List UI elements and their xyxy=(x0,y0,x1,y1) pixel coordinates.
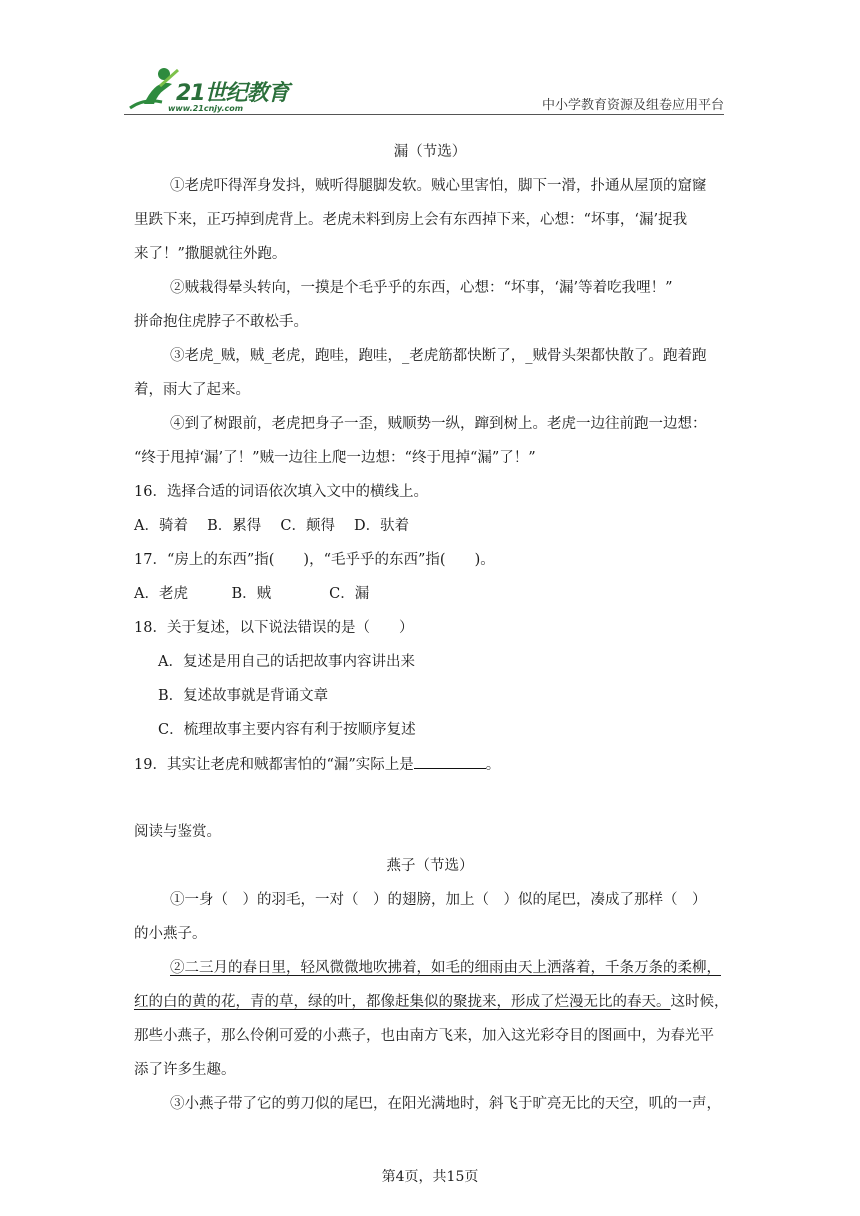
paragraph-line: ③老虎_贼，贼_老虎，跑哇，跑哇，_老虎筋都快断了，_贼骨头架都快散了。跑着跑 xyxy=(170,348,707,364)
question-18-option-c: C．梳理故事主要内容有利于按顺序复述 xyxy=(158,722,416,738)
underlined-line: ②二三月的春日里，轻风微微地吹拂着，如毛的细雨由天上洒落着，千条万条的柔柳， xyxy=(170,960,721,976)
paragraph-line: ④到了树跟前，老虎把身子一歪，贼顺势一纵，蹿到树上。老虎一边往前跑一边想： xyxy=(170,416,707,432)
paragraph-line: 的小燕子。 xyxy=(134,926,207,942)
paragraph-line: 添了许多生趣。 xyxy=(134,1062,236,1078)
question-18: 18．关于复述，以下说法错误的是（ ） xyxy=(134,620,414,636)
question-18-option-a: A．复述是用自己的话把故事内容讲出来 xyxy=(158,654,415,670)
page-footer: 第4页，共15页 xyxy=(381,1169,479,1185)
passage-title: 燕子（节选） xyxy=(386,858,474,874)
header-tagline: 中小学教育资源及组卷应用平台 xyxy=(541,98,724,113)
header-rule xyxy=(124,114,724,115)
question-16: 16．选择合适的词语依次填入文中的横线上。 xyxy=(134,484,428,500)
passage-title: 漏（节选） xyxy=(393,144,467,160)
paragraph-line: 那些小燕子，那么伶俐可爱的小燕子，也由南方飞来，加入这光彩夺目的图画中，为春光平 xyxy=(134,1028,714,1044)
logo-url: www.21cnjy.com xyxy=(168,104,244,113)
logo-text: 21世纪教育 xyxy=(176,81,289,106)
plain-text: 这时候， xyxy=(670,994,729,1010)
question-18-option-b: B．复述故事就是背诵文章 xyxy=(158,688,329,704)
answer-blank[interactable] xyxy=(414,754,486,769)
section-heading: 阅读与鉴赏。 xyxy=(134,824,221,840)
paragraph-line xyxy=(134,992,729,1012)
paragraph-line: “终于甩掉‘漏’了！”贼一边往上爬一边想：“终于甩掉“漏”了！” xyxy=(134,450,536,466)
paragraph-line: 拼命抱住虎脖子不敢松手。 xyxy=(134,314,308,330)
question-19-text: 19．其实让老虎和贼都害怕的“漏”实际上是 xyxy=(134,757,414,773)
page-header xyxy=(124,64,724,118)
question-19-end: 。 xyxy=(485,757,501,773)
paragraph-line: ①一身（ ）的羽毛，一对（ ）的翅膀，加上（ ）似的尾巴，凑成了那样（ ） xyxy=(170,892,707,908)
paragraph-line: 着，雨大了起来。 xyxy=(134,382,250,398)
question-17: 17．“房上的东西”指( )，“毛乎乎的东西”指( )。 xyxy=(134,552,495,568)
paragraph-line: ③小燕子带了它的剪刀似的尾巴，在阳光满地时，斜飞于旷亮无比的天空，叽的一声， xyxy=(170,1096,721,1112)
paragraph-line: 来了！”撒腿就往外跑。 xyxy=(134,246,287,262)
paragraph-line: 里跌下来，正巧掉到虎背上。老虎未料到房上会有东西掉下来，心想：“坏事，‘漏’捉我 xyxy=(134,212,688,228)
question-16-options: A．骑着 B．累得 C．颠得 D．驮着 xyxy=(134,518,410,534)
paragraph-line: ①老虎吓得浑身发抖，贼听得腿脚发软。贼心里害怕，脚下一滑，扑通从屋顶的窟窿 xyxy=(170,178,707,194)
paragraph-line: ②贼栽得晕头转向，一摸是个毛乎乎的东西，心想：“坏事，‘漏’等着吃我哩！” xyxy=(170,280,673,296)
question-19 xyxy=(134,754,500,775)
question-17-options: A．老虎 B．贼 C．漏 xyxy=(134,586,370,602)
underlined-text: 红的白的黄的花，青的草，绿的叶，都像赶集似的聚拢来，形成了烂漫无比的春天。 xyxy=(134,994,671,1010)
